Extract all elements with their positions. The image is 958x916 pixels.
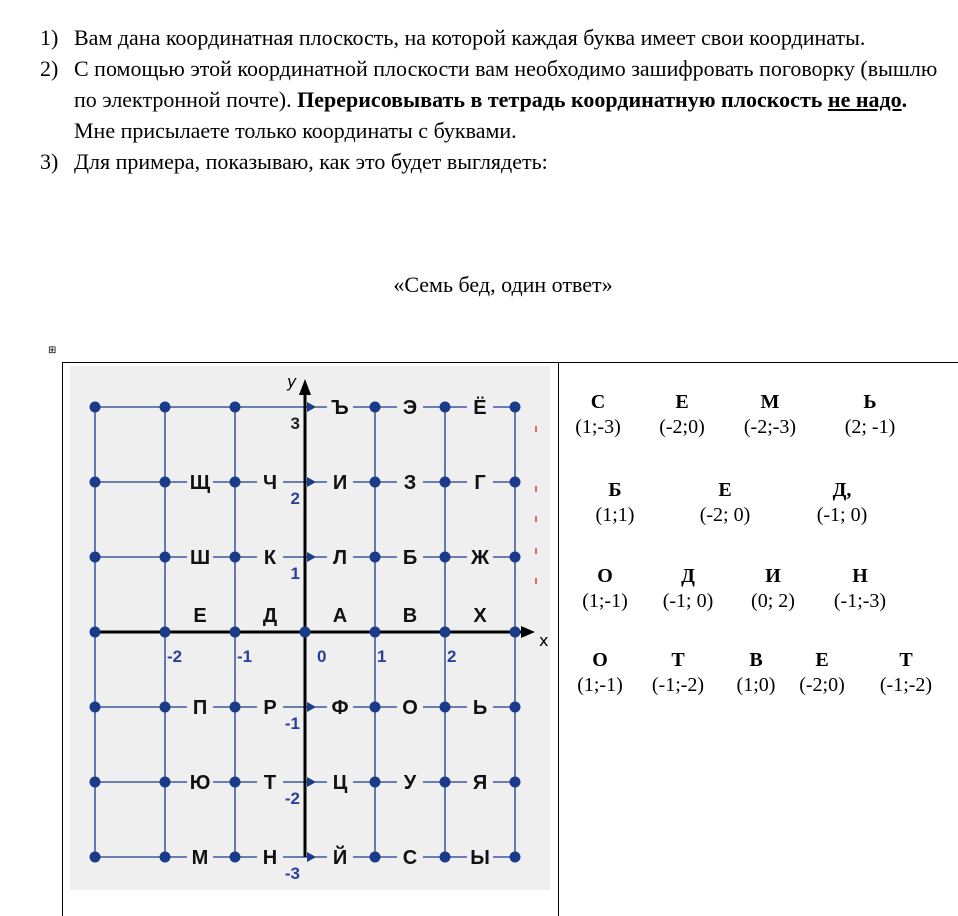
grid-letter: Т xyxy=(263,772,277,794)
encoded-letter xyxy=(733,564,813,614)
encoded-letter-coordinate: (-1;-3) xyxy=(833,590,887,612)
y-tick-label: -2 xyxy=(284,789,300,808)
axis-point-marker xyxy=(307,852,316,862)
grid-point xyxy=(230,852,241,863)
grid-point xyxy=(510,402,521,413)
grid-point xyxy=(160,552,171,563)
encoded-letter-coordinate: (-1;-2) xyxy=(651,674,705,696)
encoded-letter-char xyxy=(733,564,813,588)
table-column-divider xyxy=(558,362,559,916)
encoded-proverb xyxy=(560,390,958,720)
encoded-letter-char xyxy=(648,564,728,588)
grid-letter: Р xyxy=(263,697,277,719)
encoded-letter xyxy=(565,564,645,614)
encoded-letter-text: Н xyxy=(852,565,868,587)
encoded-letter-text: Е xyxy=(815,649,829,671)
grid-point xyxy=(440,552,451,563)
instruction-text: Вам дана координатная плоскость, на которой каждая буква имеет свои координаты. xyxy=(74,25,866,50)
y-tick-label: 2 xyxy=(290,489,300,508)
encoded-letter-coordinate: (-1; 0) xyxy=(662,590,714,612)
encoded-letter-char xyxy=(866,648,946,672)
y-axis-label: y xyxy=(287,372,297,391)
encoded-letter-char xyxy=(560,648,640,672)
y-tick-label: 1 xyxy=(290,564,300,583)
grid-letter: Ю xyxy=(189,772,211,794)
grid-letter: Й xyxy=(332,847,348,869)
grid-point xyxy=(370,402,381,413)
grid-letter: Ф xyxy=(331,697,349,719)
grid-letter: Щ xyxy=(189,472,211,494)
grid-letter: В xyxy=(402,605,418,627)
instruction-text-plain: С помощью этой координатной плоскости вам необходимо зашифровать поговорку (вышлю по электронной почте). xyxy=(74,56,938,112)
table-move-handle-icon[interactable]: ⊞ xyxy=(48,345,57,356)
encoded-letter-coordinate: (-1; 0) xyxy=(816,504,868,526)
axis-point-marker xyxy=(307,477,316,487)
encoded-letter xyxy=(802,478,882,528)
encoded-letter-char xyxy=(730,390,810,414)
grid-letter: Г xyxy=(474,472,486,494)
encoded-letter xyxy=(575,478,655,528)
grid-point xyxy=(510,627,521,638)
encoded-letter-text: М xyxy=(760,391,780,413)
encoded-letter-char xyxy=(830,390,910,414)
encoded-letter-text: Т xyxy=(899,649,913,671)
grid-point xyxy=(230,702,241,713)
grid-point xyxy=(160,777,171,788)
encoded-letter xyxy=(820,564,900,614)
encoded-letter xyxy=(866,648,946,698)
encoded-letter-text: Е xyxy=(675,391,689,413)
grid-point xyxy=(230,552,241,563)
grid-letter: Ч xyxy=(262,472,278,494)
encoded-letter xyxy=(685,478,765,528)
grid-point xyxy=(90,477,101,488)
x-tick-label: 0 xyxy=(317,647,327,666)
grid-letter: Я xyxy=(472,772,488,794)
grid-point xyxy=(370,852,381,863)
grid-point xyxy=(230,627,241,638)
origin-point xyxy=(300,627,311,638)
axis-point-marker xyxy=(307,402,316,412)
grid-point xyxy=(160,627,171,638)
instruction-text-bold xyxy=(297,87,907,112)
grid-point xyxy=(230,402,241,413)
grid-letter: Д xyxy=(262,605,278,627)
grid-letter: Ж xyxy=(470,547,490,569)
encoded-letter-char xyxy=(820,564,900,588)
encoded-letter xyxy=(638,648,718,698)
axis-point-marker xyxy=(307,777,316,787)
grid-letter: Б xyxy=(402,547,418,569)
x-tick-label: 2 xyxy=(447,647,457,666)
instruction-number: 3) xyxy=(40,149,59,174)
grid-point xyxy=(440,777,451,788)
y-tick-label: 3 xyxy=(290,414,300,433)
proverb-title: «Семь бед, один ответ» xyxy=(393,272,613,297)
encoded-letter-suffix: , xyxy=(846,479,852,501)
encoded-letter-text: Е xyxy=(718,479,732,501)
encoded-letter xyxy=(730,390,810,440)
encoded-letter xyxy=(558,390,638,440)
grid-point xyxy=(440,852,451,863)
grid-letter: Ё xyxy=(473,397,487,419)
grid-letter: З xyxy=(403,472,417,494)
grid-letter: С xyxy=(402,847,418,869)
grid-point xyxy=(510,702,521,713)
encoded-letter-coordinate: (-2;0) xyxy=(799,674,845,696)
grid-point xyxy=(90,627,101,638)
grid-point xyxy=(440,402,451,413)
grid-point xyxy=(160,402,171,413)
encoded-letter-text: О xyxy=(592,649,608,671)
grid-point xyxy=(90,702,101,713)
instruction-text: Для примера, показываю, как это будет выглядеть: xyxy=(74,149,548,174)
x-tick-label: -2 xyxy=(167,647,183,666)
encoded-letter-coordinate: (-2;0) xyxy=(659,416,705,438)
encoded-letter-text: Б xyxy=(608,479,622,501)
encoded-letter-text: Д xyxy=(832,479,847,501)
grid-letter: Н xyxy=(262,847,278,869)
grid-point xyxy=(370,777,381,788)
instruction-number: 2) xyxy=(40,56,59,81)
grid-point xyxy=(510,777,521,788)
table-border-top xyxy=(62,362,958,363)
encoded-letter xyxy=(642,390,722,440)
grid-letter: Л xyxy=(332,547,348,569)
grid-letter: А xyxy=(332,605,348,627)
encoded-letter-coordinate: (2; -1) xyxy=(844,416,896,438)
y-tick-label: -1 xyxy=(284,714,300,733)
grid-point xyxy=(160,702,171,713)
grid-point xyxy=(440,477,451,488)
instruction-number: 1) xyxy=(40,25,59,50)
encoded-letter-text: В xyxy=(749,649,763,671)
grid-point xyxy=(90,552,101,563)
grid-point xyxy=(370,627,381,638)
instruction-bold-part: Перерисовывать в тетрадь координатную плоскость xyxy=(297,87,828,112)
instruction-underlined-part: не надо xyxy=(827,87,902,112)
encoded-letter xyxy=(560,648,640,698)
grid-point xyxy=(510,552,521,563)
x-tick-label: 1 xyxy=(377,647,387,666)
axis-point-marker xyxy=(307,552,316,562)
grid-letter: М xyxy=(191,847,209,869)
instruction-text-tail: Мне присылаете только координаты с буквами. xyxy=(74,118,517,143)
grid-letter: И xyxy=(332,472,348,494)
encoded-letter-text: Д xyxy=(681,565,695,587)
encoded-letter-char xyxy=(575,478,655,502)
encoded-letter-char xyxy=(802,478,882,502)
grid-letter: У xyxy=(403,772,417,794)
encoded-letter-char xyxy=(638,648,718,672)
grid-letter: Ш xyxy=(189,547,211,569)
encoded-letter-text: Ь xyxy=(863,391,877,413)
encoded-letter-text: Т xyxy=(671,649,685,671)
encoded-letter-char xyxy=(782,648,862,672)
instruction-item-2 xyxy=(40,53,940,146)
instruction-text xyxy=(74,53,940,146)
encoded-letter-char xyxy=(558,390,638,414)
encoded-letter-coordinate: (1;-3) xyxy=(575,416,621,438)
grid-point xyxy=(510,477,521,488)
grid-letter: П xyxy=(192,697,208,719)
x-axis-arrow-icon xyxy=(521,626,535,638)
encoded-letter-coordinate: (-2;-3) xyxy=(743,416,797,438)
encoded-letter-text: О xyxy=(597,565,613,587)
coordinate-plane-panel xyxy=(70,366,550,890)
encoded-letter xyxy=(648,564,728,614)
encoded-letter-char xyxy=(565,564,645,588)
encoded-letter-coordinate: (1;1) xyxy=(595,504,635,526)
grid-letter: Х xyxy=(473,605,487,627)
grid-point xyxy=(370,477,381,488)
grid-letter: О xyxy=(402,697,418,719)
coordinate-plane xyxy=(70,366,550,890)
encoded-letter-char xyxy=(642,390,722,414)
grid-letter: Э xyxy=(402,397,418,419)
grid-point xyxy=(160,852,171,863)
instructions-list xyxy=(40,22,940,177)
grid-point xyxy=(370,702,381,713)
encoded-letter-coordinate: (1;-1) xyxy=(582,590,628,612)
instruction-item-1 xyxy=(40,22,940,53)
grid-point xyxy=(230,477,241,488)
grid-letter: Ь xyxy=(472,697,488,719)
encoded-letter-coordinate: (-2; 0) xyxy=(699,504,751,526)
grid-letter: Ы xyxy=(470,847,490,869)
grid-point xyxy=(440,627,451,638)
axis-point-marker xyxy=(307,702,316,712)
encoded-letter-coordinate: (0; 2) xyxy=(751,590,795,612)
grid-point xyxy=(90,402,101,413)
x-tick-label: -1 xyxy=(237,647,253,666)
grid-point xyxy=(230,777,241,788)
grid-letter: К xyxy=(263,547,277,569)
x-axis-label: x xyxy=(539,631,549,650)
encoded-letter xyxy=(782,648,862,698)
grid-point xyxy=(370,552,381,563)
encoded-letter xyxy=(830,390,910,440)
grid-letter: Ц xyxy=(332,772,348,794)
instruction-item-3 xyxy=(40,146,940,177)
grid-point xyxy=(510,852,521,863)
encoded-letter-coordinate: (1;0) xyxy=(736,674,776,696)
encoded-letter-text: С xyxy=(590,391,606,413)
encoded-letter-coordinate: (1;-1) xyxy=(577,674,623,696)
encoded-letter-coordinate: (-1;-2) xyxy=(879,674,933,696)
grid-point xyxy=(90,852,101,863)
encoded-letter-char xyxy=(685,478,765,502)
grid-letter: Е xyxy=(193,605,207,627)
y-tick-label: -3 xyxy=(284,864,300,883)
instruction-bold-end: . xyxy=(901,87,908,112)
grid-letter: Ъ xyxy=(331,397,349,419)
encoded-letter-text: И xyxy=(765,565,781,587)
grid-point xyxy=(440,702,451,713)
grid-point xyxy=(160,477,171,488)
table-border-left xyxy=(62,362,63,916)
y-axis-arrow-icon xyxy=(299,379,311,395)
grid-point xyxy=(90,777,101,788)
